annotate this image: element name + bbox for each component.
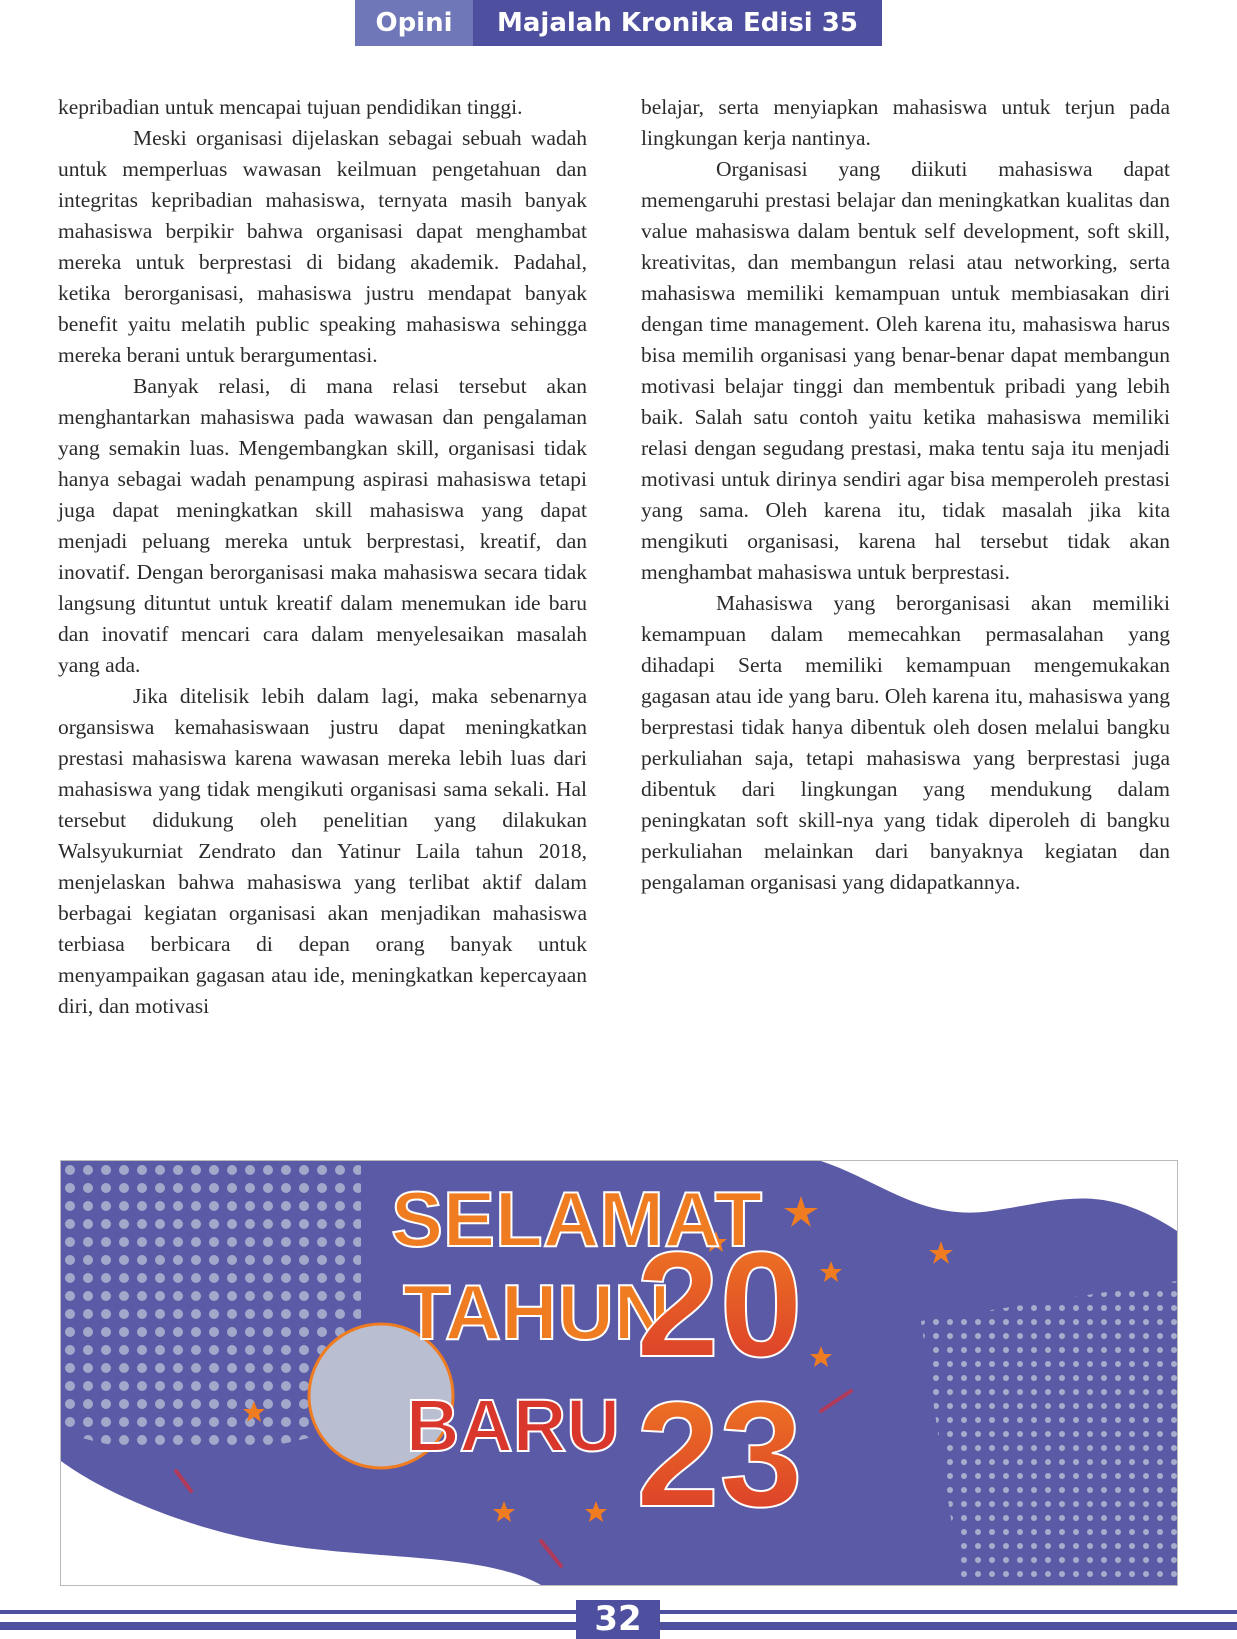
right-column	[641, 92, 1170, 898]
paragraph: Organisasi yang diikuti mahasiswa dapat memengaruhi prestasi belajar dan meningkatkan kualitas dan value mahasiswa dalam bentuk self development, soft skill, kreativitas, dan membangun relasi atau networking, serta mahasiswa memiliki kemampuan untuk membiasakan diri dengan time management. Oleh karena itu, mahasiswa harus bisa memilih organisasi yang benar-benar dapat membangun motivasi belajar tinggi dan membentuk pribadi yang lebih baik. Salah satu contoh yaitu ketika mahasiswa memiliki relasi dengan segudang prestasi, maka tentu saja itu menjadi motivasi untuk dirinya sendiri agar bisa memperoleh prestasi yang sama. Oleh karena itu, tidak masalah jika kita mengikuti organisasi, karena hal tersebut tidak akan menghambat mahasiswa untuk berprestasi.	[641, 157, 1170, 584]
dot-pattern-right	[921, 1281, 1177, 1585]
year-top: 20	[636, 1220, 803, 1388]
banner-line-3: BARU	[406, 1384, 620, 1467]
paragraph: Banyak relasi, di mana relasi tersebut akan menghantarkan mahasiswa pada wawasan dan pengalaman yang semakin luas. Mengembangkan skill, organisasi tidak hanya sebagai wadah penampung aspirasi mahasiswa tetapi juga dapat meningkatkan skill mahasiswa yang dapat menjadi peluang mereka untuk berprestasi, kreatif, dan inovatif. Dengan berorganisasi maka mahasiswa secara tidak langsung dituntut untuk kreatif dalam menemukan ide baru dan inovatif mencari cara dalam menyelesaikan masalah yang ada.	[58, 374, 587, 677]
paragraph: kepribadian untuk mencapai tujuan pendidikan tinggi.	[58, 95, 523, 119]
banner-illustration	[61, 1161, 1177, 1585]
page-header	[355, 0, 882, 46]
new-year-banner	[60, 1160, 1178, 1586]
banner-line-2: TAHUN	[403, 1268, 671, 1356]
year-bottom: 23	[636, 1370, 803, 1538]
magazine-title: Majalah Kronika Edisi 35	[473, 0, 882, 46]
banner-line-1: SELAMAT	[391, 1175, 763, 1263]
paragraph: Jika ditelisik lebih dalam lagi, maka sebenarnya organsiswa kemahasiswaan justru dapat meningkatkan prestasi mahasiswa karena wawasan mereka lebih luas dari mahasiswa yang tidak mengikuti organisasi sama sekali. Hal tersebut didukung oleh penelitian yang dilakukan Walsyukurniat Zendrato dan Yatinur Laila tahun 2018, menjelaskan bahwa mahasiswa yang terlibat aktif dalam berbagai kegiatan organisasi akan menjadikan mahasiswa terbiasa berbicara di depan orang banyak untuk menyampaikan gagasan atau ide, meningkatkan kepercayaan diri, dan motivasi	[58, 684, 587, 1018]
left-column	[58, 92, 587, 1022]
paragraph: belajar, serta menyiapkan mahasiswa untuk terjun pada lingkungan kerja nantinya.	[641, 95, 1170, 150]
paragraph: Meski organisasi dijelaskan sebagai sebuah wadah untuk memperluas wawasan keilmuan pengetahuan dan integritas kepribadian mahasiswa, ternyata masih banyak mahasiswa berpikir bahwa organisasi dapat menghambat mereka untuk berprestasi di bidang akademik. Padahal, ketika berorganisasi, mahasiswa justru mendapat banyak benefit yaitu melatih public speaking mahasiswa sehingga mereka berani untuk berargumentasi.	[58, 126, 587, 367]
page-number: 32	[576, 1600, 660, 1639]
section-label: Opini	[355, 0, 473, 46]
paragraph: Mahasiswa yang berorganisasi akan memiliki kemampuan dalam memecahkan permasalahan yang dihadapi Serta memiliki kemampuan mengemukakan gagasan atau ide yang baru. Oleh karena itu, mahasiswa yang berprestasi tidak hanya dibentuk oleh dosen melalui bangku perkuliahan saja, tetapi mahasiswa yang berprestasi juga dibentuk dari lingkungan yang mendukung dalam peningkatan soft skill-nya yang tidak diperoleh di bangku perkuliahan melainkan dari banyaknya kegiatan dan pengalaman organisasi yang didapatkannya.	[641, 591, 1170, 894]
